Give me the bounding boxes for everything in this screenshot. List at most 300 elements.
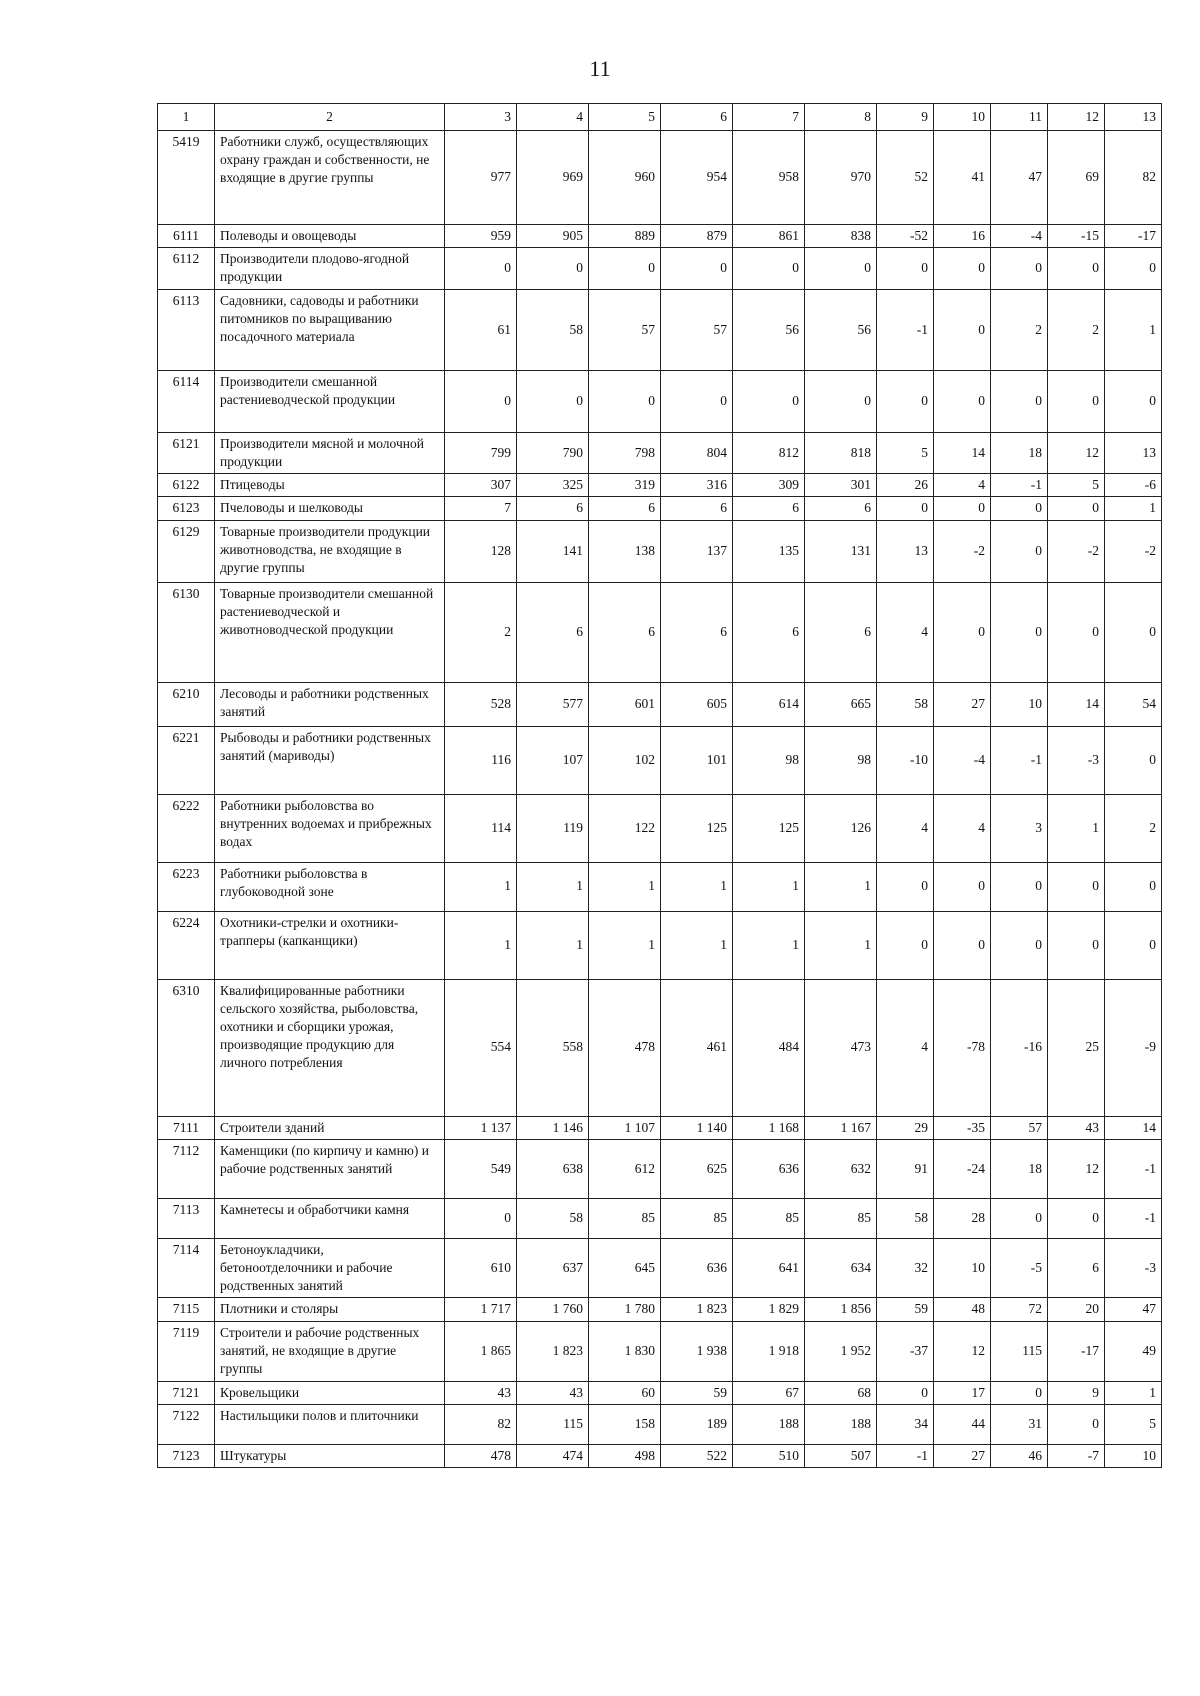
value-cell: 58 bbox=[517, 1198, 589, 1238]
table-row bbox=[158, 682, 1162, 726]
value-cell: 85 bbox=[805, 1198, 877, 1238]
value-cell: 6 bbox=[517, 582, 589, 682]
value-cell: -24 bbox=[934, 1139, 991, 1198]
value-cell: -7 bbox=[1048, 1444, 1105, 1467]
value-cell: 6 bbox=[733, 582, 805, 682]
value-cell: 85 bbox=[733, 1198, 805, 1238]
value-cell: 1 760 bbox=[517, 1298, 589, 1321]
column-header: 6 bbox=[661, 104, 733, 131]
value-cell: 14 bbox=[934, 432, 991, 473]
value-cell: 636 bbox=[733, 1139, 805, 1198]
value-cell: 1 918 bbox=[733, 1321, 805, 1381]
value-cell: 12 bbox=[1048, 1139, 1105, 1198]
value-cell: 0 bbox=[991, 370, 1048, 432]
value-cell: 0 bbox=[1048, 862, 1105, 911]
value-cell: 959 bbox=[445, 225, 517, 248]
column-header: 13 bbox=[1105, 104, 1162, 131]
occupation-code: 7114 bbox=[158, 1238, 215, 1298]
value-cell: 0 bbox=[877, 1381, 934, 1404]
value-cell: 0 bbox=[991, 862, 1048, 911]
value-cell: 85 bbox=[661, 1198, 733, 1238]
occupation-name: Товарные производители смешанной растениеводческой и животноводческой продукции bbox=[215, 582, 445, 682]
occupation-code: 7113 bbox=[158, 1198, 215, 1238]
column-header: 5 bbox=[589, 104, 661, 131]
value-cell: 17 bbox=[934, 1381, 991, 1404]
value-cell: 614 bbox=[733, 682, 805, 726]
occupation-code: 7115 bbox=[158, 1298, 215, 1321]
value-cell: 59 bbox=[661, 1381, 733, 1404]
value-cell: 98 bbox=[733, 726, 805, 794]
table-row bbox=[158, 370, 1162, 432]
value-cell: 1 107 bbox=[589, 1116, 661, 1139]
value-cell: -3 bbox=[1105, 1238, 1162, 1298]
value-cell: 1 856 bbox=[805, 1298, 877, 1321]
occupation-name: Бетоноукладчики, бетоноотделочники и рабочие родственных занятий bbox=[215, 1238, 445, 1298]
value-cell: 954 bbox=[661, 131, 733, 225]
value-cell: 57 bbox=[661, 289, 733, 370]
value-cell: 48 bbox=[934, 1298, 991, 1321]
value-cell: 1 bbox=[733, 911, 805, 979]
value-cell: 554 bbox=[445, 979, 517, 1116]
occupation-code: 6222 bbox=[158, 794, 215, 862]
value-cell: 1 bbox=[589, 862, 661, 911]
value-cell: 0 bbox=[991, 520, 1048, 582]
occupation-code: 7121 bbox=[158, 1381, 215, 1404]
value-cell: 116 bbox=[445, 726, 517, 794]
occupation-name: Настильщики полов и плиточники bbox=[215, 1404, 445, 1444]
value-cell: 307 bbox=[445, 474, 517, 497]
value-cell: 43 bbox=[1048, 1116, 1105, 1139]
value-cell: 799 bbox=[445, 432, 517, 473]
column-header: 1 bbox=[158, 104, 215, 131]
value-cell: 18 bbox=[991, 432, 1048, 473]
value-cell: -15 bbox=[1048, 225, 1105, 248]
value-cell: 1 bbox=[805, 862, 877, 911]
occupation-name: Кровельщики bbox=[215, 1381, 445, 1404]
value-cell: 61 bbox=[445, 289, 517, 370]
value-cell: 52 bbox=[877, 131, 934, 225]
value-cell: 128 bbox=[445, 520, 517, 582]
value-cell: 0 bbox=[934, 289, 991, 370]
value-cell: 189 bbox=[661, 1404, 733, 1444]
value-cell: 577 bbox=[517, 682, 589, 726]
value-cell: 0 bbox=[934, 582, 991, 682]
value-cell: -10 bbox=[877, 726, 934, 794]
value-cell: 0 bbox=[445, 248, 517, 289]
value-cell: 59 bbox=[877, 1298, 934, 1321]
value-cell: 135 bbox=[733, 520, 805, 582]
value-cell: 10 bbox=[934, 1238, 991, 1298]
value-cell: 31 bbox=[991, 1404, 1048, 1444]
value-cell: 325 bbox=[517, 474, 589, 497]
column-header: 8 bbox=[805, 104, 877, 131]
value-cell: 68 bbox=[805, 1381, 877, 1404]
occupation-code: 6210 bbox=[158, 682, 215, 726]
value-cell: 188 bbox=[733, 1404, 805, 1444]
value-cell: 1 829 bbox=[733, 1298, 805, 1321]
value-cell: 0 bbox=[1105, 726, 1162, 794]
value-cell: 0 bbox=[1048, 248, 1105, 289]
value-cell: 7 bbox=[445, 497, 517, 520]
value-cell: 6 bbox=[805, 582, 877, 682]
occupation-code: 7122 bbox=[158, 1404, 215, 1444]
value-cell: -17 bbox=[1048, 1321, 1105, 1381]
value-cell: -1 bbox=[1105, 1198, 1162, 1238]
value-cell: 49 bbox=[1105, 1321, 1162, 1381]
value-cell: 812 bbox=[733, 432, 805, 473]
value-cell: 665 bbox=[805, 682, 877, 726]
value-cell: 82 bbox=[445, 1404, 517, 1444]
occupation-name: Производители плодово-ягодной продукции bbox=[215, 248, 445, 289]
value-cell: 5 bbox=[1105, 1404, 1162, 1444]
value-cell: 0 bbox=[1048, 1404, 1105, 1444]
value-cell: -35 bbox=[934, 1116, 991, 1139]
value-cell: 818 bbox=[805, 432, 877, 473]
value-cell: 1 137 bbox=[445, 1116, 517, 1139]
table-row bbox=[158, 248, 1162, 289]
occupation-code: 6121 bbox=[158, 432, 215, 473]
value-cell: 798 bbox=[589, 432, 661, 473]
value-cell: 28 bbox=[934, 1198, 991, 1238]
value-cell: 528 bbox=[445, 682, 517, 726]
value-cell: 522 bbox=[661, 1444, 733, 1467]
value-cell: 6 bbox=[661, 497, 733, 520]
value-cell: 0 bbox=[991, 1198, 1048, 1238]
table-row bbox=[158, 432, 1162, 473]
value-cell: 43 bbox=[517, 1381, 589, 1404]
value-cell: 0 bbox=[1048, 370, 1105, 432]
occupation-name: Работники рыболовства в глубоководной зоне bbox=[215, 862, 445, 911]
value-cell: 1 bbox=[517, 911, 589, 979]
value-cell: 34 bbox=[877, 1404, 934, 1444]
value-cell: 10 bbox=[1105, 1444, 1162, 1467]
occupation-name: Рыбоводы и работники родственных занятий (мариводы) bbox=[215, 726, 445, 794]
value-cell: 634 bbox=[805, 1238, 877, 1298]
value-cell: 1 168 bbox=[733, 1116, 805, 1139]
occupation-name: Садовники, садоводы и работники питомников по выращиванию посадочного материала bbox=[215, 289, 445, 370]
value-cell: 0 bbox=[877, 497, 934, 520]
value-cell: -1 bbox=[991, 726, 1048, 794]
value-cell: 125 bbox=[733, 794, 805, 862]
value-cell: 141 bbox=[517, 520, 589, 582]
occupation-name: Полеводы и овощеводы bbox=[215, 225, 445, 248]
value-cell: 41 bbox=[934, 131, 991, 225]
occupation-code: 6129 bbox=[158, 520, 215, 582]
value-cell: 0 bbox=[733, 248, 805, 289]
table-row bbox=[158, 225, 1162, 248]
value-cell: -4 bbox=[934, 726, 991, 794]
value-cell: 610 bbox=[445, 1238, 517, 1298]
occupation-name: Товарные производители продукции животноводства, не входящие в другие группы bbox=[215, 520, 445, 582]
value-cell: 6 bbox=[589, 497, 661, 520]
value-cell: 0 bbox=[991, 248, 1048, 289]
value-cell: 319 bbox=[589, 474, 661, 497]
value-cell: 4 bbox=[877, 794, 934, 862]
value-cell: 0 bbox=[517, 370, 589, 432]
value-cell: 1 bbox=[1048, 794, 1105, 862]
value-cell: 970 bbox=[805, 131, 877, 225]
value-cell: 0 bbox=[589, 248, 661, 289]
value-cell: 122 bbox=[589, 794, 661, 862]
table-row bbox=[158, 1116, 1162, 1139]
value-cell: 12 bbox=[1048, 432, 1105, 473]
value-cell: 4 bbox=[934, 474, 991, 497]
value-cell: 14 bbox=[1048, 682, 1105, 726]
occupation-name: Строители и рабочие родственных занятий, не входящие в другие группы bbox=[215, 1321, 445, 1381]
value-cell: 44 bbox=[934, 1404, 991, 1444]
occupation-code: 6114 bbox=[158, 370, 215, 432]
value-cell: 0 bbox=[733, 370, 805, 432]
value-cell: 47 bbox=[1105, 1298, 1162, 1321]
value-cell: 0 bbox=[934, 370, 991, 432]
value-cell: 10 bbox=[991, 682, 1048, 726]
value-cell: 4 bbox=[877, 582, 934, 682]
value-cell: 114 bbox=[445, 794, 517, 862]
value-cell: 107 bbox=[517, 726, 589, 794]
table-row bbox=[158, 131, 1162, 225]
value-cell: 1 146 bbox=[517, 1116, 589, 1139]
occupation-code: 6123 bbox=[158, 497, 215, 520]
value-cell: -4 bbox=[991, 225, 1048, 248]
value-cell: -52 bbox=[877, 225, 934, 248]
value-cell: 58 bbox=[517, 289, 589, 370]
value-cell: 0 bbox=[1105, 370, 1162, 432]
value-cell: 1 bbox=[517, 862, 589, 911]
value-cell: 1 167 bbox=[805, 1116, 877, 1139]
value-cell: 67 bbox=[733, 1381, 805, 1404]
value-cell: 158 bbox=[589, 1404, 661, 1444]
value-cell: 57 bbox=[991, 1116, 1048, 1139]
value-cell: 625 bbox=[661, 1139, 733, 1198]
value-cell: -17 bbox=[1105, 225, 1162, 248]
column-header: 11 bbox=[991, 104, 1048, 131]
value-cell: 18 bbox=[991, 1139, 1048, 1198]
value-cell: 645 bbox=[589, 1238, 661, 1298]
value-cell: 1 bbox=[661, 862, 733, 911]
column-header: 3 bbox=[445, 104, 517, 131]
value-cell: 301 bbox=[805, 474, 877, 497]
value-cell: 0 bbox=[805, 370, 877, 432]
table-row bbox=[158, 289, 1162, 370]
value-cell: 1 952 bbox=[805, 1321, 877, 1381]
occupation-name: Производители смешанной растениеводческой продукции bbox=[215, 370, 445, 432]
value-cell: 1 830 bbox=[589, 1321, 661, 1381]
value-cell: 838 bbox=[805, 225, 877, 248]
value-cell: 601 bbox=[589, 682, 661, 726]
occupation-name: Штукатуры bbox=[215, 1444, 445, 1467]
value-cell: 478 bbox=[445, 1444, 517, 1467]
value-cell: 0 bbox=[661, 248, 733, 289]
table-row bbox=[158, 1298, 1162, 1321]
value-cell: 0 bbox=[445, 1198, 517, 1238]
value-cell: 115 bbox=[991, 1321, 1048, 1381]
value-cell: 102 bbox=[589, 726, 661, 794]
value-cell: 1 780 bbox=[589, 1298, 661, 1321]
value-cell: 637 bbox=[517, 1238, 589, 1298]
column-header: 4 bbox=[517, 104, 589, 131]
value-cell: 507 bbox=[805, 1444, 877, 1467]
value-cell: 46 bbox=[991, 1444, 1048, 1467]
value-cell: 549 bbox=[445, 1139, 517, 1198]
value-cell: -37 bbox=[877, 1321, 934, 1381]
occupation-name: Пчеловоды и шелководы bbox=[215, 497, 445, 520]
value-cell: 977 bbox=[445, 131, 517, 225]
value-cell: 0 bbox=[877, 911, 934, 979]
value-cell: 47 bbox=[991, 131, 1048, 225]
value-cell: 54 bbox=[1105, 682, 1162, 726]
occupation-code: 7123 bbox=[158, 1444, 215, 1467]
value-cell: 0 bbox=[661, 370, 733, 432]
value-cell: -1 bbox=[877, 1444, 934, 1467]
value-cell: 1 bbox=[1105, 289, 1162, 370]
value-cell: 14 bbox=[1105, 1116, 1162, 1139]
table-row bbox=[158, 911, 1162, 979]
value-cell: 0 bbox=[1048, 582, 1105, 682]
value-cell: 0 bbox=[1048, 1198, 1105, 1238]
value-cell: 1 823 bbox=[517, 1321, 589, 1381]
value-cell: 636 bbox=[661, 1238, 733, 1298]
value-cell: 478 bbox=[589, 979, 661, 1116]
occupation-name: Строители зданий bbox=[215, 1116, 445, 1139]
value-cell: 309 bbox=[733, 474, 805, 497]
value-cell: 1 140 bbox=[661, 1116, 733, 1139]
table-row bbox=[158, 474, 1162, 497]
value-cell: 0 bbox=[877, 862, 934, 911]
value-cell: 960 bbox=[589, 131, 661, 225]
occupation-code: 7112 bbox=[158, 1139, 215, 1198]
value-cell: 6 bbox=[661, 582, 733, 682]
value-cell: 5 bbox=[1048, 474, 1105, 497]
value-cell: 558 bbox=[517, 979, 589, 1116]
value-cell: 188 bbox=[805, 1404, 877, 1444]
value-cell: 473 bbox=[805, 979, 877, 1116]
value-cell: 1 717 bbox=[445, 1298, 517, 1321]
table-row bbox=[158, 979, 1162, 1116]
value-cell: 0 bbox=[1105, 911, 1162, 979]
value-cell: -6 bbox=[1105, 474, 1162, 497]
value-cell: 0 bbox=[877, 370, 934, 432]
value-cell: 6 bbox=[589, 582, 661, 682]
value-cell: 20 bbox=[1048, 1298, 1105, 1321]
table-row bbox=[158, 1198, 1162, 1238]
value-cell: 1 865 bbox=[445, 1321, 517, 1381]
occupation-code: 6130 bbox=[158, 582, 215, 682]
occupation-name: Камнетесы и обработчики камня bbox=[215, 1198, 445, 1238]
value-cell: 0 bbox=[991, 497, 1048, 520]
value-cell: 12 bbox=[934, 1321, 991, 1381]
value-cell: 58 bbox=[877, 682, 934, 726]
value-cell: -9 bbox=[1105, 979, 1162, 1116]
occupation-table bbox=[157, 103, 1162, 1468]
value-cell: 57 bbox=[589, 289, 661, 370]
table-row bbox=[158, 1321, 1162, 1381]
occupation-name: Птицеводы bbox=[215, 474, 445, 497]
column-header: 9 bbox=[877, 104, 934, 131]
table-row bbox=[158, 1238, 1162, 1298]
occupation-code: 6122 bbox=[158, 474, 215, 497]
occupation-name: Лесоводы и работники родственных занятий bbox=[215, 682, 445, 726]
value-cell: -2 bbox=[1105, 520, 1162, 582]
value-cell: 91 bbox=[877, 1139, 934, 1198]
value-cell: 69 bbox=[1048, 131, 1105, 225]
value-cell: 56 bbox=[733, 289, 805, 370]
value-cell: 0 bbox=[934, 911, 991, 979]
occupation-code: 7119 bbox=[158, 1321, 215, 1381]
value-cell: 9 bbox=[1048, 1381, 1105, 1404]
table-row bbox=[158, 1444, 1162, 1467]
value-cell: 461 bbox=[661, 979, 733, 1116]
value-cell: 98 bbox=[805, 726, 877, 794]
value-cell: 25 bbox=[1048, 979, 1105, 1116]
value-cell: 969 bbox=[517, 131, 589, 225]
value-cell: 27 bbox=[934, 1444, 991, 1467]
value-cell: 1 bbox=[805, 911, 877, 979]
value-cell: 790 bbox=[517, 432, 589, 473]
value-cell: 2 bbox=[1048, 289, 1105, 370]
value-cell: 0 bbox=[1048, 497, 1105, 520]
value-cell: 0 bbox=[1105, 248, 1162, 289]
value-cell: 905 bbox=[517, 225, 589, 248]
value-cell: 32 bbox=[877, 1238, 934, 1298]
value-cell: 6 bbox=[805, 497, 877, 520]
value-cell: 484 bbox=[733, 979, 805, 1116]
value-cell: 3 bbox=[991, 794, 1048, 862]
occupation-code: 6224 bbox=[158, 911, 215, 979]
value-cell: 4 bbox=[934, 794, 991, 862]
value-cell: -1 bbox=[1105, 1139, 1162, 1198]
value-cell: 126 bbox=[805, 794, 877, 862]
value-cell: 60 bbox=[589, 1381, 661, 1404]
value-cell: -1 bbox=[877, 289, 934, 370]
value-cell: 1 bbox=[733, 862, 805, 911]
value-cell: 0 bbox=[1048, 911, 1105, 979]
table-row bbox=[158, 582, 1162, 682]
column-header: 10 bbox=[934, 104, 991, 131]
value-cell: 2 bbox=[991, 289, 1048, 370]
column-number-row bbox=[158, 104, 1162, 131]
value-cell: 101 bbox=[661, 726, 733, 794]
value-cell: 13 bbox=[877, 520, 934, 582]
value-cell: 82 bbox=[1105, 131, 1162, 225]
occupation-name: Плотники и столяры bbox=[215, 1298, 445, 1321]
occupation-code: 7111 bbox=[158, 1116, 215, 1139]
table-row bbox=[158, 520, 1162, 582]
value-cell: 125 bbox=[661, 794, 733, 862]
value-cell: 0 bbox=[934, 497, 991, 520]
occupation-name: Работники рыболовства во внутренних водоемах и прибрежных водах bbox=[215, 794, 445, 862]
value-cell: 1 bbox=[1105, 1381, 1162, 1404]
value-cell: 6 bbox=[733, 497, 805, 520]
value-cell: 1 bbox=[445, 862, 517, 911]
occupation-code: 6112 bbox=[158, 248, 215, 289]
value-cell: 85 bbox=[589, 1198, 661, 1238]
value-cell: 43 bbox=[445, 1381, 517, 1404]
table-row bbox=[158, 1139, 1162, 1198]
value-cell: 1 823 bbox=[661, 1298, 733, 1321]
value-cell: 119 bbox=[517, 794, 589, 862]
occupation-code: 6113 bbox=[158, 289, 215, 370]
value-cell: 0 bbox=[991, 1381, 1048, 1404]
value-cell: 510 bbox=[733, 1444, 805, 1467]
value-cell: 0 bbox=[445, 370, 517, 432]
value-cell: -78 bbox=[934, 979, 991, 1116]
value-cell: -2 bbox=[1048, 520, 1105, 582]
value-cell: 13 bbox=[1105, 432, 1162, 473]
occupation-code: 6221 bbox=[158, 726, 215, 794]
value-cell: 1 bbox=[1105, 497, 1162, 520]
value-cell: 612 bbox=[589, 1139, 661, 1198]
page-number: 11 bbox=[589, 56, 611, 81]
